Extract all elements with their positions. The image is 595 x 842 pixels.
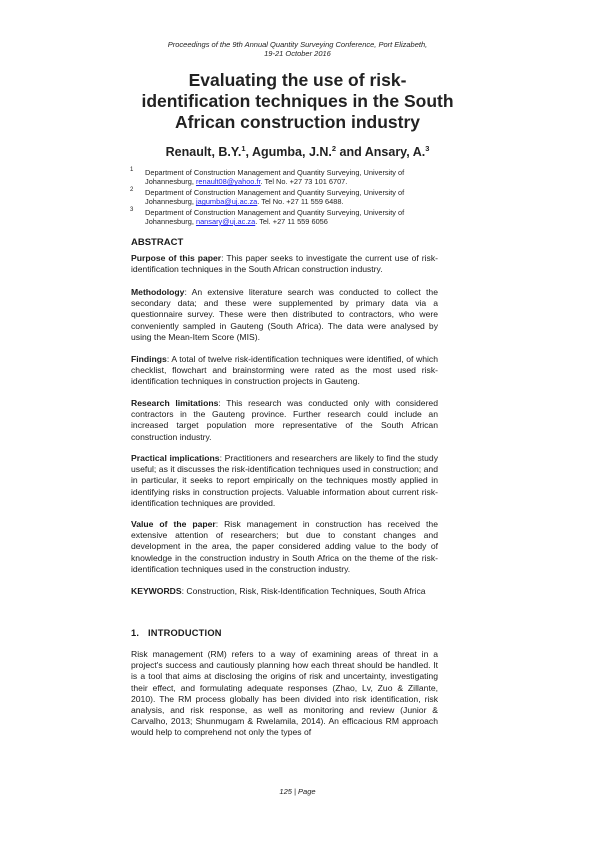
author-2-sup: 2 (331, 144, 337, 153)
value-text: : Risk management in construction has received the extensive attention of researchers; but due to constant changes and development in the area, the paper considered adding value to the body of knowledge in the construction industry in South Africa on the theme of the risk-identification techniques used in the construction industry. (131, 519, 438, 574)
author-2: , Agumba, J.N. (245, 145, 332, 160)
limitations-label: Research limitations (131, 398, 219, 408)
title-line-1: Evaluating the use of risk- (188, 70, 407, 90)
findings-text: : A total of twelve risk-identification techniques were identified, of which checklist, flowchart and brainstorming were rated as the most used risk-identification techniques in construction projects in Gauteng. (131, 354, 438, 387)
affiliation-phone: . Tel. +27 11 559 6056 (255, 217, 328, 227)
affiliation-text: Department of Construction Management and Quantity Surveying, University of Johannesburg, (145, 168, 405, 187)
affiliation-1 (130, 168, 430, 187)
paper-title (110, 70, 485, 133)
implications-text: : Practitioners and researchers are likely to find the study useful; as it discusses the risk-identification techniques used in construction; and in particular, it seeks to report empirically on the techniques mostly applied in identifying risks in construction projects. Valuable information about current risk-identification techniques are provided. (131, 453, 438, 508)
affiliation-number: 1 (130, 167, 134, 173)
affiliation-text: Department of Construction Management and Quantity Surveying, University of Johannesburg, (145, 187, 405, 207)
section-number: 1. (131, 628, 140, 638)
keywords-text: : Construction, Risk, Risk-Identification Techniques, South Africa (181, 586, 426, 596)
abstract-heading: ABSTRACT (131, 237, 184, 248)
affiliation-3 (130, 208, 430, 227)
introduction-paragraph: Risk management (RM) refers to a way of examining areas of threat in a project's success and cautiously planning how each threat should be handled. It is a tool that aims at disclosing the origins of risk and uncertainty, investigating their effect, and formulating adequate responses (Zhao, Lv, Zuo & Zillante, 2010). The RM process globally has been divided into risk identification, risk analysis, and risk response, as well as monitoring and review (Junior & Carvalho, 2013; Shunmugam & Rwelamila, 2014). An efficacious RM approach would help to comprehend not only the types of (131, 649, 438, 738)
abstract-methodology (131, 287, 438, 343)
keywords (131, 586, 438, 597)
author-1: Renault, B.Y. (165, 145, 242, 160)
email-link[interactable]: jagumba@uj.ac.za (195, 197, 258, 207)
limitations-text: : This research was conducted only with considered contractors in the Gauteng province. Further research could include an increased target population more representative of the South African construction industry. (131, 398, 438, 442)
abstract-value (131, 519, 438, 575)
purpose-text: : This paper seeks to investigate the current use of risk-identification techniques in the South African construction industry. (131, 253, 439, 275)
section-title: INTRODUCTION (148, 628, 222, 638)
header-line-2: 19-21 October 2016 (264, 49, 331, 58)
introduction-heading (131, 628, 222, 638)
methodology-text: : An extensive literature search was conducted to collect the secondary data; and these were supplemented by primary data via a questionnaire survey. These were then distributed to contractors, who were conveniently sampled in Gauteng (South Africa). The data were analysed by using the Mean-Item Score (MIS). (131, 287, 438, 342)
email-link[interactable]: nansary@uj.ac.za (195, 217, 256, 227)
abstract-purpose (131, 253, 438, 275)
implications-label: Practical implications (131, 453, 220, 463)
page-number: 125 | Page (279, 787, 316, 796)
proceedings-header (140, 40, 455, 58)
keywords-label: KEYWORDS (131, 586, 182, 596)
abstract-implications (131, 453, 438, 509)
title-line-2: identification techniques in the South (141, 91, 454, 111)
affiliation-2 (130, 188, 430, 207)
author-3: and Ansary, A. (336, 145, 426, 160)
author-3-sup: 3 (425, 144, 430, 153)
value-label: Value of the paper (131, 519, 216, 529)
header-line-1: Proceedings of the 9th Annual Quantity Surveying Conference, Port Elizabeth, (167, 40, 428, 49)
affiliation-number: 3 (130, 206, 134, 213)
author-1-sup: 1 (241, 144, 246, 153)
affiliations (130, 168, 430, 227)
affiliation-text: Department of Construction Management and Quantity Surveying, University of Johannesburg, (145, 207, 405, 227)
purpose-label: Purpose of this paper (131, 253, 222, 263)
abstract-findings (131, 354, 438, 388)
author-list (130, 141, 465, 160)
title-line-3: African construction industry (174, 112, 421, 132)
abstract-limitations (131, 398, 438, 443)
methodology-label: Methodology (131, 287, 185, 297)
affiliation-number: 2 (130, 186, 134, 193)
affiliation-phone: . Tel No. +27 73 101 6707. (260, 177, 348, 187)
email-link[interactable]: renault08@yahoo.fr (195, 177, 261, 187)
affiliation-phone: . Tel No. +27 11 559 6488. (257, 197, 344, 207)
findings-label: Findings (131, 354, 167, 364)
